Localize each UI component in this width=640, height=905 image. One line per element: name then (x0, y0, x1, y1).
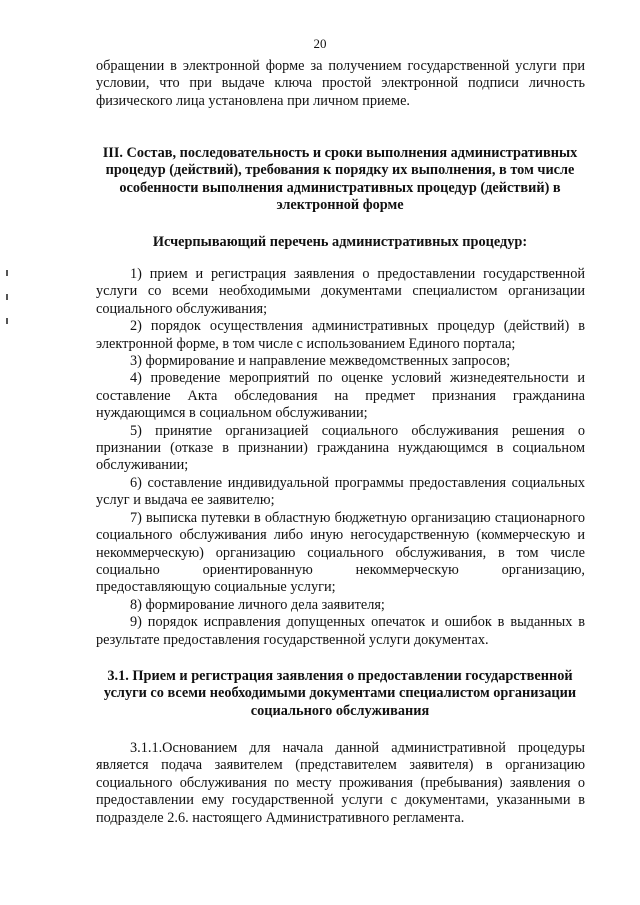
paragraph-3-1-1 (96, 740, 585, 827)
list-item: 9) порядок исправления допущенных опечаток и ошибок в выданных в результате предоставления государственной услуги документах. (96, 614, 585, 648)
procedure-list (96, 266, 585, 649)
list-item: 3) формирование и направление межведомственных запросов; (130, 353, 511, 370)
list-item: 4) проведение мероприятий по оценке условий жизнедеятельности и составление Акта обследования на предмет признания гражданина нуждающимся в социальном обслуживании; (96, 370, 585, 422)
subsection-heading: 3.1. Прием и регистрация заявления о предоставлении государственной услуги со всеми необходимыми документами специалистом организации социального обслуживания (103, 668, 577, 719)
list-item: 7) выписка путевки в областную бюджетную организацию стационарного социального обслуживания либо иную негосударственную (коммерческую и некоммерческую) организацию социального обслуживания, в том числе социально ориентированную некоммерческую организацию, предоставляющую социальные услуги; (96, 509, 585, 596)
list-item: 6) составление индивидуальной программы предоставления социальных услуг и выдача ее заявителю; (96, 474, 585, 509)
page-number: 20 (313, 36, 327, 51)
section-heading: III. Состав, последовательность и сроки выполнения административных процедур (действий), требования к порядку их выполнения, в том числе особенности выполнения административных процедур (действий) в электронной форме (102, 145, 578, 214)
intro-paragraph: обращении в электронной форме за получением государственной услуги при условии, что при выдаче ключа простой электронной подписи личность физического лица установлена при личном приеме. (96, 58, 585, 109)
list-item: 1) прием и регистрация заявления о предоставлении государственной услуги со всеми необходимыми документами специалистом организации социального обслуживания; (96, 266, 585, 317)
list-item: 8) формирование личного дела заявителя; (130, 596, 385, 613)
paragraph-text: 3.1.1.Основанием для начала данной административной процедуры является подача заявителем (представителем заявителя) в организацию социального обслуживания по месту проживания (пребывания) заявления о предоставлении ему государственной услуги с документами, указанными в подразделе 2.6. настоящего Административного регламента. (96, 740, 585, 826)
list-item: 5) принятие организацией социального обслуживания решения о признании (отказе в признании) гражданина нуждающимся в социальном обслуживании; (96, 422, 585, 474)
list-item: 2) порядок осуществления административных процедур (действий) в электронной форме, в том числе с использованием Единого портала; (96, 318, 585, 352)
list-heading: Исчерпывающий перечень административных процедур: (152, 234, 528, 250)
scan-margin-marks (6, 270, 10, 340)
